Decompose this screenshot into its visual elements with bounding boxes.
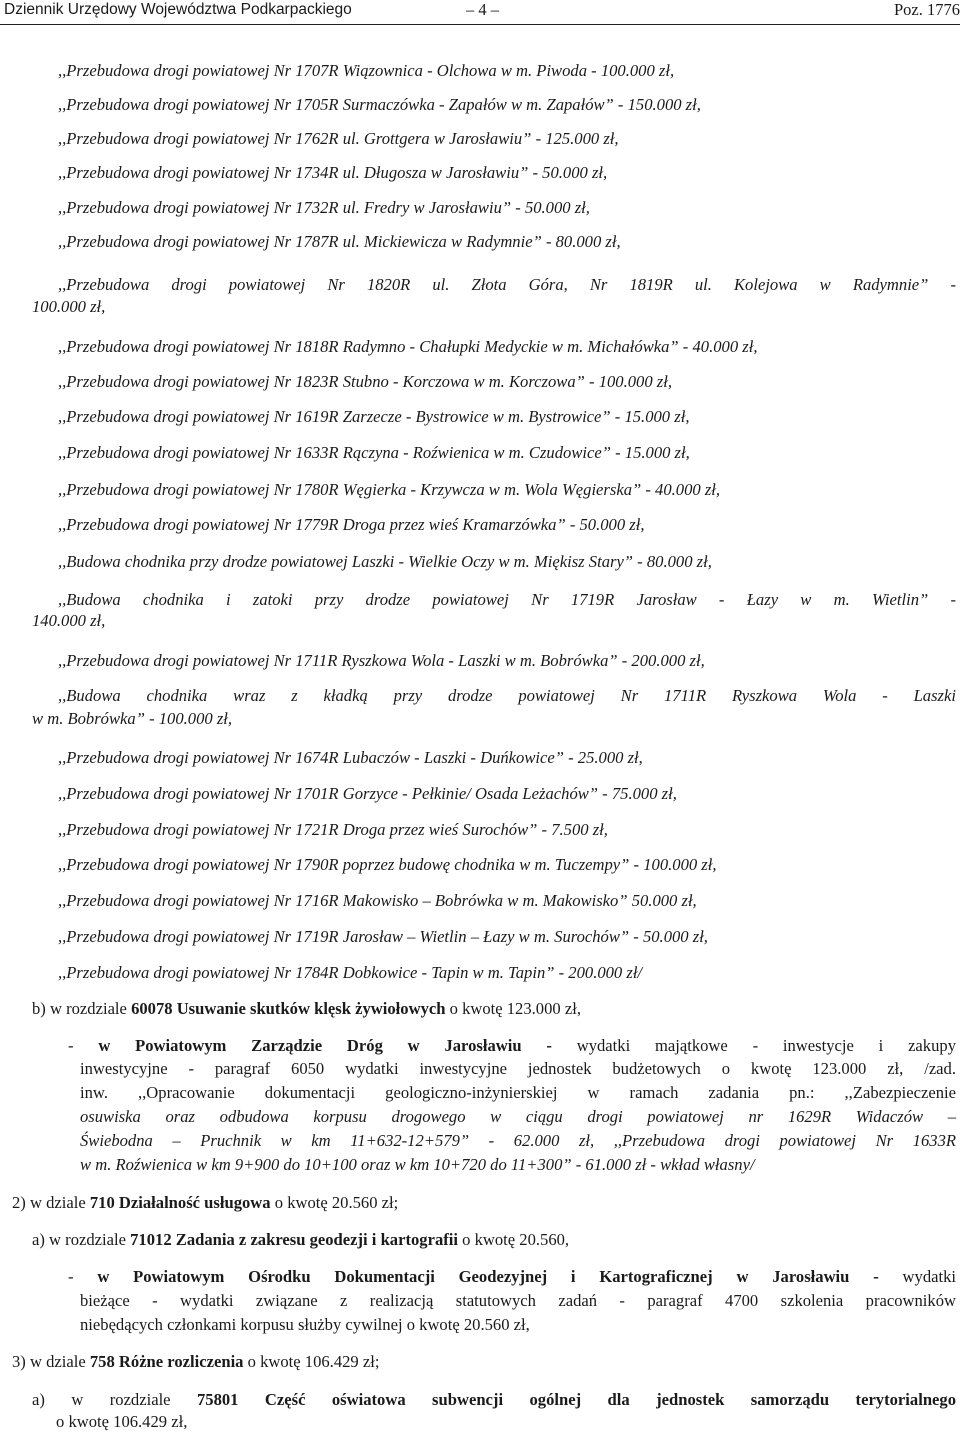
section-b-prefix: b) w rozdziale bbox=[32, 999, 132, 1018]
page-number: – 4 – bbox=[466, 0, 499, 19]
task-line: ,,Przebudowa drogi powiatowej Nr 1779R Droga przez wieś Kramarzówka” - 50.000 zł, bbox=[58, 515, 645, 534]
section-b-title: 60078 Usuwanie skutków klęsk żywiołowych bbox=[131, 999, 446, 1018]
section-b-item-line: inw. ,,Opracowanie dokumentacji geologiczno-inżynierskiej w ramach zadania pn.: ,,Zabezpieczenie bbox=[80, 1083, 956, 1102]
journal-title: Dziennik Urzędowy Województwa Podkarpackiego bbox=[4, 1, 352, 18]
task-line: ,,Przebudowa drogi powiatowej Nr 1716R Makowisko – Bobrówka w m. Makowisko” 50.000 zł, bbox=[58, 891, 697, 910]
section-2-title: 710 Działalność usługowa bbox=[89, 1193, 271, 1212]
section-b-item-text: wydatki majątkowe - inwestycje i zakupy bbox=[551, 1036, 956, 1055]
section-b-heading bbox=[32, 999, 581, 1019]
task-line: ,,Budowa chodnika wraz z kładką przy drodze powiatowej Nr 1711R Ryszkowa Wola - Laszki bbox=[58, 686, 956, 705]
section-b-item-unit: w Powiatowym Zarządzie Dróg w Jarosławiu - bbox=[98, 1036, 552, 1055]
task-line: ,,Przebudowa drogi powiatowej Nr 1707R Wiązownica - Olchowa w m. Piwoda - 100.000 zł, bbox=[58, 61, 675, 80]
section-3-prefix: 3) w dziale bbox=[12, 1352, 90, 1371]
task-line: ,,Budowa chodnika i zatoki przy drodze powiatowej Nr 1719R Jarosław - Łazy w m. Wietlin” - bbox=[58, 590, 956, 609]
task-line: ,,Przebudowa drogi powiatowej Nr 1711R Ryszkowa Wola - Laszki w m. Bobrówka” - 200.000 zł, bbox=[58, 651, 705, 670]
task-line: ,,Przebudowa drogi powiatowej Nr 1787R ul. Mickiewicza w Radymnie” - 80.000 zł, bbox=[58, 232, 621, 251]
section-2a-prefix: a) w rozdziale bbox=[32, 1230, 131, 1249]
task-line: ,,Przebudowa drogi powiatowej Nr 1705R Surmaczówka - Zapałów w m. Zapałów” - 150.000 zł, bbox=[58, 95, 701, 114]
section-2a-item-line: niebędących członkami korpusu służby cywilnej o kwotę 20.560 zł, bbox=[80, 1315, 530, 1334]
section-b-item-line: osuwiska oraz odbudowa korpusu drogowego w ciągu drogi powiatowej nr 1629R Widaczów – bbox=[80, 1107, 956, 1126]
section-2-prefix: 2) w dziale bbox=[12, 1193, 90, 1212]
section-2-heading bbox=[12, 1193, 398, 1213]
section-2a-title: 71012 Zadania z zakresu geodezji i kartografii bbox=[130, 1230, 458, 1249]
section-2a-item-line: bieżące - wydatki związane z realizacją statutowych zadań - paragraf 4700 szkolenia pracowników bbox=[80, 1291, 956, 1310]
section-b-item-line bbox=[68, 1036, 956, 1056]
task-line: ,,Przebudowa drogi powiatowej Nr 1633R Rączyna - Roźwienica w m. Czudowice” - 15.000 zł, bbox=[58, 443, 690, 462]
section-3a-heading bbox=[32, 1390, 956, 1410]
section-2a-item-text: wydatki bbox=[878, 1267, 956, 1286]
task-line: ,,Przebudowa drogi powiatowej Nr 1721R Droga przez wieś Surochów” - 7.500 zł, bbox=[58, 820, 608, 839]
task-line-cont: 140.000 zł, bbox=[32, 611, 106, 630]
task-line: ,,Przebudowa drogi powiatowej Nr 1719R Jarosław – Wietlin – Łazy w m. Surochów” - 50.000 zł, bbox=[58, 927, 708, 946]
task-line-cont: w m. Bobrówka” - 100.000 zł, bbox=[32, 709, 233, 728]
section-3-title: 758 Różne rozliczenia bbox=[89, 1352, 244, 1371]
section-2a-heading bbox=[32, 1230, 569, 1250]
task-line: ,,Przebudowa drogi powiatowej Nr 1674R Lubaczów - Laszki - Duńkowice” - 25.000 zł, bbox=[58, 748, 643, 767]
task-line: ,,Przebudowa drogi powiatowej Nr 1734R ul. Długosza w Jarosławiu” - 50.000 zł, bbox=[58, 163, 608, 182]
section-b-item-line: Świebodna – Pruchnik w km 11+632-12+579” - 62.000 zł, ,,Przebudowa drogi powiatowej Nr 1633R bbox=[80, 1131, 956, 1150]
task-line: ,,Przebudowa drogi powiatowej Nr 1619R Zarzecze - Bystrowice w m. Bystrowice” - 15.000 zł, bbox=[58, 407, 690, 426]
dash: - bbox=[68, 1267, 98, 1286]
section-3-amount: o kwotę 106.429 zł; bbox=[243, 1352, 380, 1371]
section-2-amount: o kwotę 20.560 zł; bbox=[270, 1193, 399, 1212]
task-line: ,,Przebudowa drogi powiatowej Nr 1762R ul. Grottgera w Jarosławiu” - 125.000 zł, bbox=[58, 129, 619, 148]
section-3-heading bbox=[12, 1352, 379, 1372]
section-b-item-line: inwestycyjne - paragraf 6050 wydatki inwestycyjne jednostek budżetowych o kwotę 123.000 zł, /zad. bbox=[80, 1059, 956, 1078]
task-line: ,,Przebudowa drogi powiatowej Nr 1780R Węgierka - Krzywcza w m. Wola Węgierska” - 40.000 zł, bbox=[58, 480, 721, 499]
section-b-item-line: w m. Roźwienica w km 9+900 do 10+100 oraz w km 10+720 do 11+300” - 61.000 zł - wkład własny/ bbox=[80, 1155, 755, 1174]
page-header bbox=[0, 0, 960, 25]
section-2a-amount: o kwotę 20.560, bbox=[457, 1230, 570, 1249]
task-line: ,,Przebudowa drogi powiatowej Nr 1823R Stubno - Korczowa w m. Korczowa” - 100.000 zł, bbox=[58, 372, 673, 391]
section-2a-item-line bbox=[68, 1267, 956, 1287]
position-number: Poz. 1776 bbox=[894, 0, 960, 19]
task-line: ,,Przebudowa drogi powiatowej Nr 1790R poprzez budowę chodnika w m. Tuczempy” - 100.000 zł, bbox=[58, 855, 717, 874]
section-3a-prefix: a) w rozdziale bbox=[32, 1390, 197, 1409]
task-line: ,,Przebudowa drogi powiatowej Nr 1820R ul. Złota Góra, Nr 1819R ul. Kolejowa w Radymnie” - bbox=[58, 275, 956, 294]
section-b-amount: o kwotę 123.000 zł, bbox=[445, 999, 581, 1018]
section-3a-amount: o kwotę 106.429 zł, bbox=[56, 1412, 188, 1431]
section-2a-item-unit: w Powiatowym Ośrodku Dokumentacji Geodezyjnej i Kartograficznej w Jarosławiu - bbox=[97, 1267, 879, 1286]
section-3a-title: 75801 Część oświatowa subwencji ogólnej dla jednostek samorządu terytorialnego bbox=[196, 1390, 957, 1409]
dash: - bbox=[68, 1036, 99, 1055]
task-line: ,,Budowa chodnika przy drodze powiatowej Laszki - Wielkie Oczy w m. Miękisz Stary” - 80.000 zł, bbox=[58, 552, 712, 571]
task-line: ,,Przebudowa drogi powiatowej Nr 1784R Dobkowice - Tapin w m. Tapin” - 200.000 zł/ bbox=[58, 963, 643, 982]
task-line-cont: 100.000 zł, bbox=[32, 297, 106, 316]
task-line: ,,Przebudowa drogi powiatowej Nr 1732R ul. Fredry w Jarosławiu” - 50.000 zł, bbox=[58, 198, 590, 217]
task-line: ,,Przebudowa drogi powiatowej Nr 1818R Radymno - Chałupki Medyckie w m. Michałówka” - 40.000 zł, bbox=[58, 337, 758, 356]
task-line: ,,Przebudowa drogi powiatowej Nr 1701R Gorzyce - Pełkinie/ Osada Leżachów” - 75.000 zł, bbox=[58, 784, 677, 803]
